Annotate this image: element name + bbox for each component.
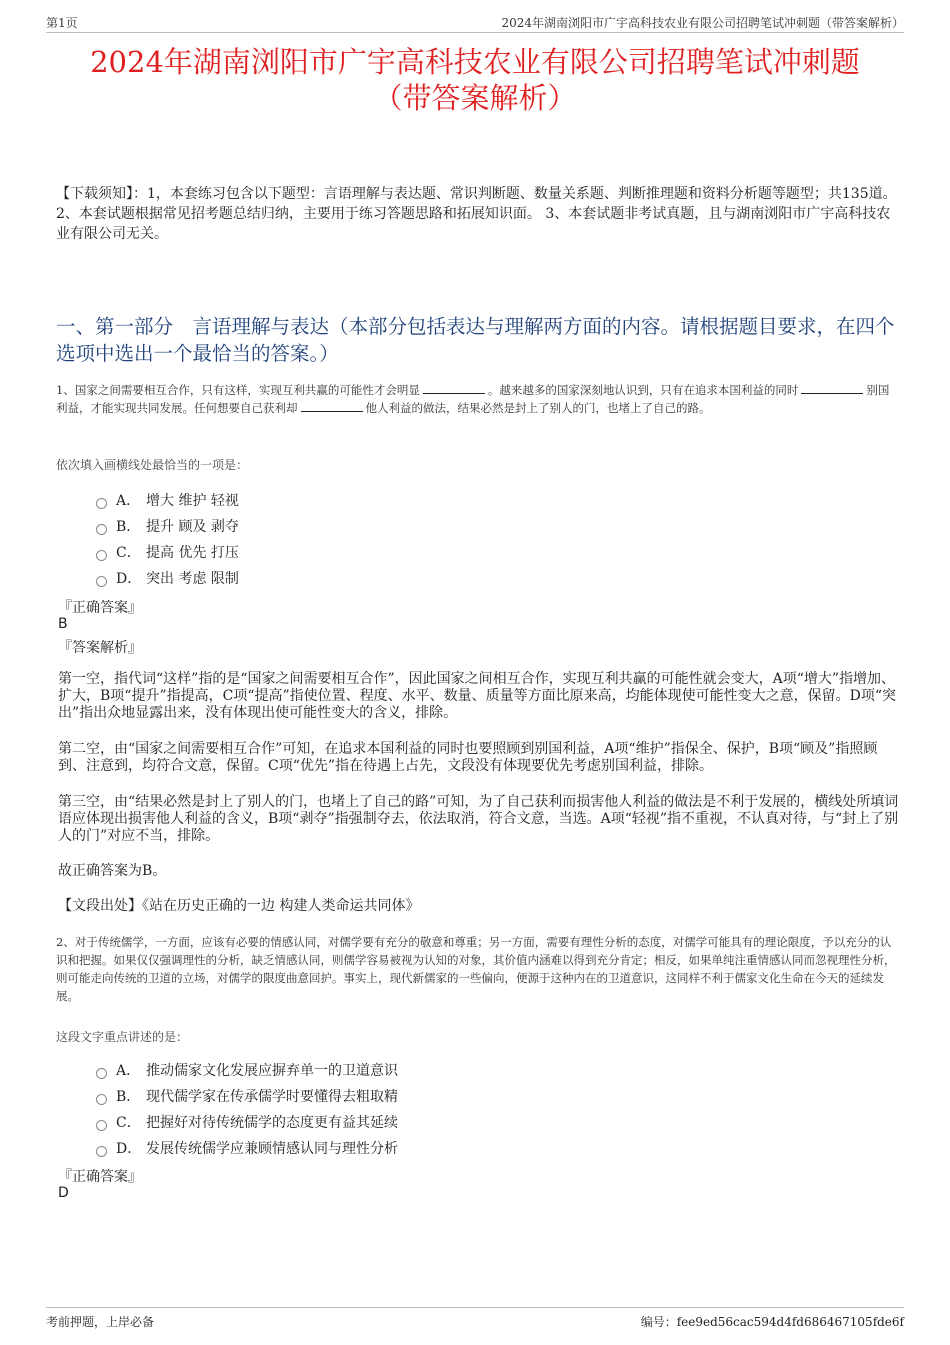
radio-icon[interactable]: [96, 1120, 107, 1131]
analysis-paragraph: 第三空，由“结果必然是封上了别人的门，也堵上了自己的路”可知，为了自己获利而损害他人利益的做法是不利于发展的，横线处所填词语应体现出损害他人利益的含义，B项“剥夺”指强制夺去，依法取消，符合文意，当选。A项“轻视”指不重视，不认真对待，与“封上了别人的门”对应不当，排除。: [58, 794, 899, 844]
analysis-paragraph: 第二空，由“国家之间需要相互合作”可知，在追求本国利益的同时也要照顾到别国利益，A项“维护”指保全、保护，B项“顾及”指照顾到、注意到，均符合文意，保留。C项“优先”指在待遇上占先，文段没有体现要优先考虑别国利益，排除。: [58, 741, 878, 774]
blank-3: [301, 400, 363, 412]
radio-icon[interactable]: [96, 498, 107, 509]
radio-icon[interactable]: [96, 550, 107, 561]
answer-label: 『正确答案』: [58, 1169, 142, 1185]
question-1-options: [96, 487, 239, 591]
question-1-prompt: 依次填入画横线处最恰当的一项是：: [56, 458, 249, 472]
title-line-2: （带答案解析）: [373, 81, 577, 115]
blank-1: [423, 382, 485, 394]
question-2-options: [96, 1057, 398, 1161]
answer-label: 『正确答案』: [58, 600, 142, 616]
radio-icon[interactable]: [96, 1094, 107, 1105]
option-d[interactable]: D． 突出 考虑 限制: [96, 565, 239, 591]
radio-icon[interactable]: [96, 1068, 107, 1079]
page-footer: [46, 1307, 904, 1329]
option-b[interactable]: B． 现代儒学家在传承儒学时要懂得去粗取精: [96, 1083, 398, 1109]
analysis-paragraph: 第一空，指代词“这样”指的是“国家之间需要相互合作”，因此国家之间相互合作，实现互利共赢的可能性就会变大，A项“增大”指增加、扩大，B项“提升”指提高，C项“提高”指使位置、程度、水平、数量、质量等方面比原来高，均能体现使可能性变大之意，保留。D项“突出”指出众地显露出来，没有体现出使可能性变大的含义，排除。: [58, 671, 897, 721]
option-a[interactable]: A． 推动儒家文化发展应摒弃单一的卫道意识: [96, 1057, 398, 1083]
option-a[interactable]: A． 增大 维护 轻视: [96, 487, 239, 513]
question-2-prompt: 这段文字重点讲述的是：: [56, 1030, 189, 1044]
option-c[interactable]: C． 把握好对待传统儒学的态度更有益其延续: [96, 1109, 398, 1135]
source-citation: 【文段出处】《站在历史正确的一边 构建人类命运共同体》: [58, 898, 420, 914]
title-line-1: 2024年湖南浏阳市广宇高科技农业有限公司招聘笔试冲刺题: [90, 45, 860, 79]
section-heading: 一、第一部分 言语理解与表达（本部分包括表达与理解两方面的内容。请根据题目要求，在四个选项中选出一个最恰当的答案。）: [56, 315, 895, 365]
footer-slogan: 考前押题，上岸必备: [46, 1315, 155, 1329]
option-b[interactable]: B． 提升 顾及 剥夺: [96, 513, 239, 539]
document-title: [40, 44, 910, 116]
radio-icon[interactable]: [96, 524, 107, 535]
final-answer-line: 故正确答案为B。: [58, 863, 167, 879]
question-1-stem: 1、国家之间需要相互合作，只有这样，实现互利共赢的可能性才会明显 。越来越多的国家深刻地认识到，只有在追求本国利益的同时 别国利益，才能实现共同发展。任何想要自己获利却 他人利益的做法，结果必然是封上了别人的门，也堵上了自己的路。: [56, 383, 890, 415]
answer-value: B: [58, 616, 68, 632]
option-c[interactable]: C． 提高 优先 打压: [96, 539, 239, 565]
blank-2: [801, 382, 863, 394]
radio-icon[interactable]: [96, 1146, 107, 1157]
page-header: [46, 12, 904, 33]
download-notice: 【下载须知】：1，本套练习包含以下题型：言语理解与表达题、常识判断题、数量关系题、判断推理题和资料分析题等题型；共135道。 2、本套试题根据常见招考题总结归纳，主要用于练习答题思路和拓展知识面。 3、本套试题非考试真题，且与湖南浏阳市广宇高科技农业有限公司无关。: [56, 186, 897, 242]
page-number: 第1页: [46, 16, 78, 30]
option-d[interactable]: D． 发展传统儒学应兼顾情感认同与理性分析: [96, 1135, 398, 1161]
document-id: 编号：fee9ed56cac594d4fd686467105fde6f: [640, 1315, 904, 1329]
header-doc-title: 2024年湖南浏阳市广宇高科技农业有限公司招聘笔试冲刺题（带答案解析）: [501, 16, 904, 30]
answer-value: D: [58, 1185, 69, 1201]
radio-icon[interactable]: [96, 576, 107, 587]
question-2-stem: 2、对于传统儒学，一方面，应该有必要的情感认同，对儒学要有充分的敬意和尊重；另一方面，需要有理性分析的态度，对儒学可能具有的理论限度，予以充分的认识和把握。如果仅仅强调理性的分析，缺乏情感认同，则儒学容易被视为认知的对象，其价值内涵难以得到充分肯定；相反，如果单纯注重情感认同而忽视理性分析，则可能走向传统的卫道的立场，对儒学的限度曲意回护。事实上，现代新儒家的一些偏向，便源于这种内在的卫道意识，这同样不利于儒家文化生命在今天的延续发展。: [56, 935, 896, 1003]
analysis-label: 『答案解析』: [58, 640, 142, 656]
